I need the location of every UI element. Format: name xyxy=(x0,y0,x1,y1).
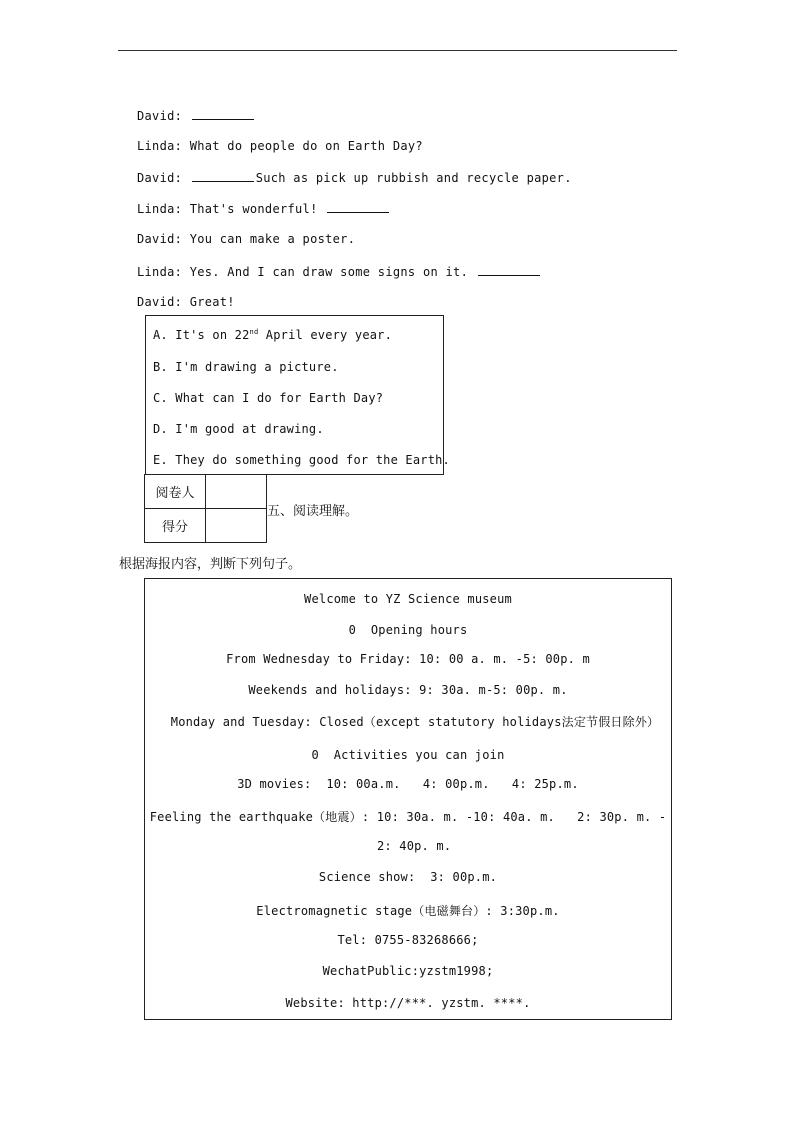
speaker: David: xyxy=(137,295,183,309)
options-box xyxy=(145,315,450,475)
reviewer-cell[interactable] xyxy=(206,475,267,509)
weekend-hours: Weekends and holidays: 9: 30a. m-5: 00p. m. xyxy=(248,683,568,697)
option-d: D. I'm good at drawing. xyxy=(153,422,324,436)
dialogue-line-2 xyxy=(137,139,423,153)
poster-title: Welcome to YZ Science museum xyxy=(304,592,512,606)
option-a: A. It's on 22nd April every year. xyxy=(153,328,393,342)
speaker: David: xyxy=(137,109,183,123)
dialogue-text: What do people do on Earth Day? xyxy=(189,139,423,153)
score-cell[interactable] xyxy=(206,509,267,543)
museum-poster xyxy=(144,578,672,1020)
earthquake-times-cont: 2: 40p. m. xyxy=(377,839,452,853)
speaker: Linda: xyxy=(137,202,183,216)
science-show: Science show: 3: 00p.m. xyxy=(318,870,498,884)
instruction: 根据海报内容，判断下列句子。 xyxy=(119,557,302,572)
weekday-hours: From Wednesday to Friday: 10: 00 a. m. -5: 00p. m xyxy=(226,652,590,666)
electromagnetic-stage: Electromagnetic stage（电磁舞台）: 3:30p.m. xyxy=(256,904,560,918)
section-title: 五、阅读理解。 xyxy=(267,504,359,519)
dialogue-line-4 xyxy=(137,201,391,216)
speaker: Linda: xyxy=(137,139,183,153)
answer-blank-4[interactable] xyxy=(478,264,540,276)
speaker: Linda: xyxy=(137,265,183,279)
dialogue-line-1 xyxy=(137,108,256,123)
dialogue-line-3 xyxy=(137,170,572,185)
speaker: David: xyxy=(137,171,183,185)
answer-blank-3[interactable] xyxy=(327,201,389,213)
dialogue-line-7 xyxy=(137,295,235,309)
dialogue-text: Yes. And I can draw some signs on it. xyxy=(189,265,476,279)
dialogue-text: You can make a poster. xyxy=(189,232,356,246)
movies-times: 3D movies: 10: 00a.m. 4: 00p.m. 4: 25p.m. xyxy=(237,777,579,791)
dialogue-text: Such as pick up rubbish and recycle paper. xyxy=(255,171,572,185)
dialogue-line-5 xyxy=(137,232,355,246)
activities-header: 0 Activities you can join xyxy=(311,748,505,762)
speaker: David: xyxy=(137,232,183,246)
reviewer-label: 阅卷人 xyxy=(145,475,206,509)
option-e: E. They do something good for the Earth. xyxy=(153,453,450,467)
option-b: B. I'm drawing a picture. xyxy=(153,360,339,374)
dialogue-text: That's wonderful! xyxy=(189,202,326,216)
earthquake-times: Feeling the earthquake（地震）: 10: 30a. m. -10: 40a. m. 2: 30p. m. - xyxy=(149,810,667,824)
website: Website: http://***. yzstm. ****. xyxy=(285,996,531,1010)
answer-blank-1[interactable] xyxy=(192,108,254,120)
telephone: Tel: 0755-83268666; xyxy=(337,933,479,947)
opening-header: 0 Opening hours xyxy=(348,623,468,637)
closed-days: Monday and Tuesday: Closed（except statutory holidays法定节假日除外） xyxy=(170,715,660,729)
dialogue-text: Great! xyxy=(189,295,235,309)
wechat: WechatPublic:yzstm1998; xyxy=(322,964,494,978)
dialogue-line-6 xyxy=(137,264,542,279)
score-table xyxy=(144,474,267,543)
answer-blank-2[interactable] xyxy=(192,170,254,182)
score-label: 得分 xyxy=(145,509,206,543)
header-rule xyxy=(118,50,677,51)
option-c: C. What can I do for Earth Day? xyxy=(153,391,384,405)
